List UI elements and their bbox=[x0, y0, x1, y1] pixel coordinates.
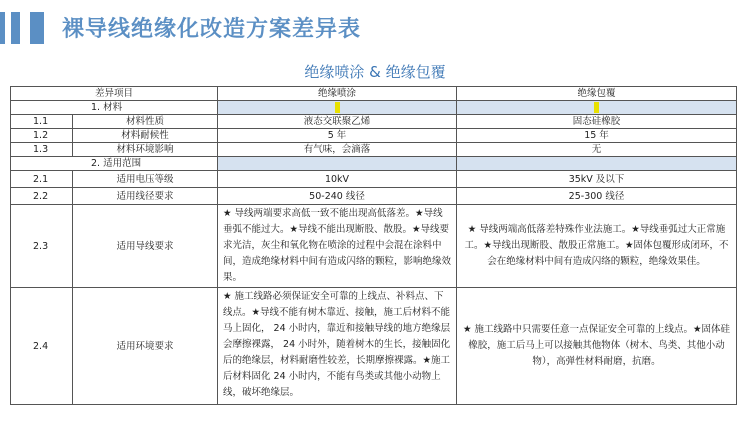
row-wrap: 无 bbox=[457, 143, 737, 157]
row-spray: 5 年 bbox=[218, 129, 457, 143]
section-label: 1. 材料 bbox=[11, 101, 218, 115]
section-shade bbox=[218, 157, 457, 171]
row-number: 2.4 bbox=[11, 288, 73, 405]
row-number: 2.1 bbox=[11, 171, 73, 188]
title-accent-bar-3 bbox=[30, 12, 44, 44]
row-wrap: 35kV 及以下 bbox=[457, 171, 737, 188]
row-item: 材料耐候性 bbox=[73, 129, 218, 143]
row-item: 适用电压等级 bbox=[73, 171, 218, 188]
row-number: 2.3 bbox=[11, 205, 73, 288]
table-row bbox=[11, 188, 737, 205]
row-wrap: ★ 施工线路中只需要任意一点保证安全可靠的上线点。★固体硅橡胶，施工后马上可以接触其他物体（树木、鸟类、其他小动物），高弹性材料耐磨，抗磨。 bbox=[457, 288, 737, 405]
row-spray: ★ 施工线路必须保证安全可靠的上线点、补料点、下线点。★导线不能有树木靠近、接触，施工后材料不能马上固化， 24 小时内，靠近和接触导线的地方绝缘层会摩擦裸露， 24 小时外，随着树木的生长，接触固化后的绝缘层，材料耐磨性较差，长期摩擦裸露。★施工后材料固化 24 小时内，不能有鸟类或其他小动物上线，破坏绝缘层。 bbox=[218, 288, 457, 405]
row-spray: 有气味，会滴落 bbox=[218, 143, 457, 157]
table-row bbox=[11, 205, 737, 288]
header-wrap: 绝缘包覆 bbox=[457, 87, 737, 101]
row-wrap: 固态硅橡胶 bbox=[457, 115, 737, 129]
header-item: 差异项目 bbox=[11, 87, 218, 101]
row-item: 适用线径要求 bbox=[73, 188, 218, 205]
row-number: 1.3 bbox=[11, 143, 73, 157]
row-number: 2.2 bbox=[11, 188, 73, 205]
table-row bbox=[11, 288, 737, 405]
page-subtitle: 绝缘喷涂 & 绝缘包覆 bbox=[304, 63, 446, 81]
table-row bbox=[11, 115, 737, 129]
section-label: 2. 适用范围 bbox=[11, 157, 218, 171]
row-item: 材料环境影响 bbox=[73, 143, 218, 157]
row-spray: 10kV bbox=[218, 171, 457, 188]
row-spray: 液态交联聚乙烯 bbox=[218, 115, 457, 129]
table-row bbox=[11, 143, 737, 157]
table-header-row bbox=[11, 87, 737, 101]
section-shade bbox=[457, 101, 737, 115]
table-row bbox=[11, 171, 737, 188]
row-item: 适用导线要求 bbox=[73, 205, 218, 288]
table-row bbox=[11, 129, 737, 143]
header-spray: 绝缘喷涂 bbox=[218, 87, 457, 101]
row-number: 1.1 bbox=[11, 115, 73, 129]
comparison-table bbox=[10, 86, 737, 405]
row-wrap: 15 年 bbox=[457, 129, 737, 143]
title-accent-bar-2 bbox=[11, 12, 20, 44]
row-wrap: ★ 导线两端高低落差特殊作业法施工。★导线垂弧过大正常施工。★导线出现断股、散股正常施工。★固体包覆形成闭环，不会在绝缘材料中间有造成闪络的颗粒，绝缘效果佳。 bbox=[457, 205, 737, 288]
section-row-scope bbox=[11, 157, 737, 171]
page-title: 裸导线绝缘化改造方案差异表 bbox=[62, 17, 362, 42]
row-number: 1.2 bbox=[11, 129, 73, 143]
row-spray: 50-240 线径 bbox=[218, 188, 457, 205]
section-shade bbox=[457, 157, 737, 171]
row-item: 材料性质 bbox=[73, 115, 218, 129]
section-row-materials bbox=[11, 101, 737, 115]
section-shade bbox=[218, 101, 457, 115]
row-wrap: 25-300 线径 bbox=[457, 188, 737, 205]
highlight-marker bbox=[335, 102, 340, 113]
row-spray: ★ 导线两端要求高低一致不能出现高低落差。★导线垂弧不能过大。★导线不能出现断股、散股。★导线要求光洁，灰尘和氧化物在喷涂的过程中会混在涂料中间，造成绝缘材料中间有造成闪络的颗粒，影响绝缘效果。 bbox=[218, 205, 457, 288]
row-item: 适用环境要求 bbox=[73, 288, 218, 405]
title-accent-bar-1 bbox=[0, 12, 5, 44]
highlight-marker bbox=[594, 102, 599, 113]
